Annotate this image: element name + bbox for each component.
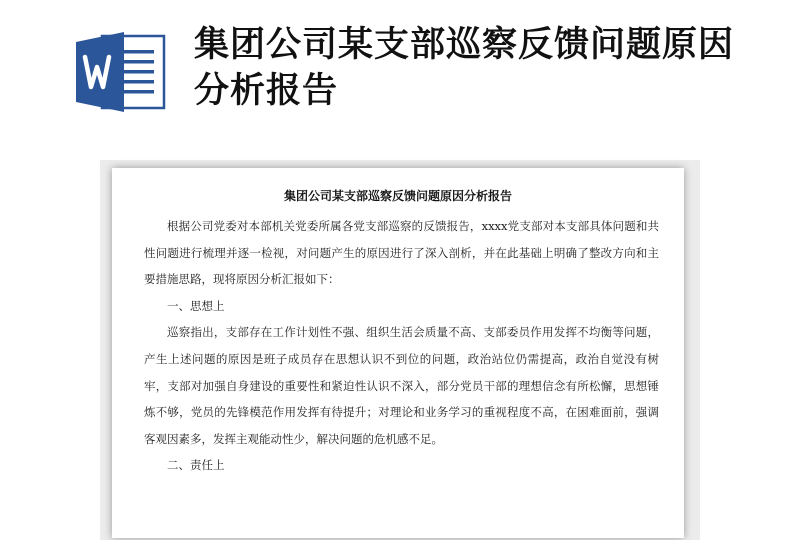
header-banner [0,0,800,150]
paragraph-ideology: 巡察指出，支部存在工作计划性不强、组织生活会质量不高、支部委员作用发挥不均衡等问题，产生上述问题的原因是班子成员存在思想认识不到位的问题，政治站位仍需提高，政治自觉没有树牢，支部对加强自身建设的重要性和紧迫性认识不深入，部分党员干部的理想信念有所松懈，思想锤炼不够，党员的先锋模范作用发挥有待提升；对理论和业务学习的重视程度不高，在困难面前，强调客观因素多，发挥主观能动性少，解决问题的危机感不足。 [144,325,659,446]
section-heading-ideology: 一、思想上 [167,298,225,313]
page-title: 集团公司某支部巡察反馈问题原因分析报告 [194,25,735,111]
paragraph-intro: 根据公司党委对本部机关党委所属各党支部巡察的反馈报告，xxxx党支部对本支部具体问题和共性问题进行梳理并逐一检视，对问题产生的原因进行了深入剖析，并在此基础上明确了整改方向和主要措施思路，现将原因分析汇报如下： [144,219,659,287]
word-document-icon [76,30,166,114]
document-page [112,168,684,538]
document-title: 集团公司某支部巡察反馈问题原因分析报告 [283,189,512,203]
document-body [144,213,659,479]
section-heading-responsibility: 二、责任上 [167,458,225,473]
